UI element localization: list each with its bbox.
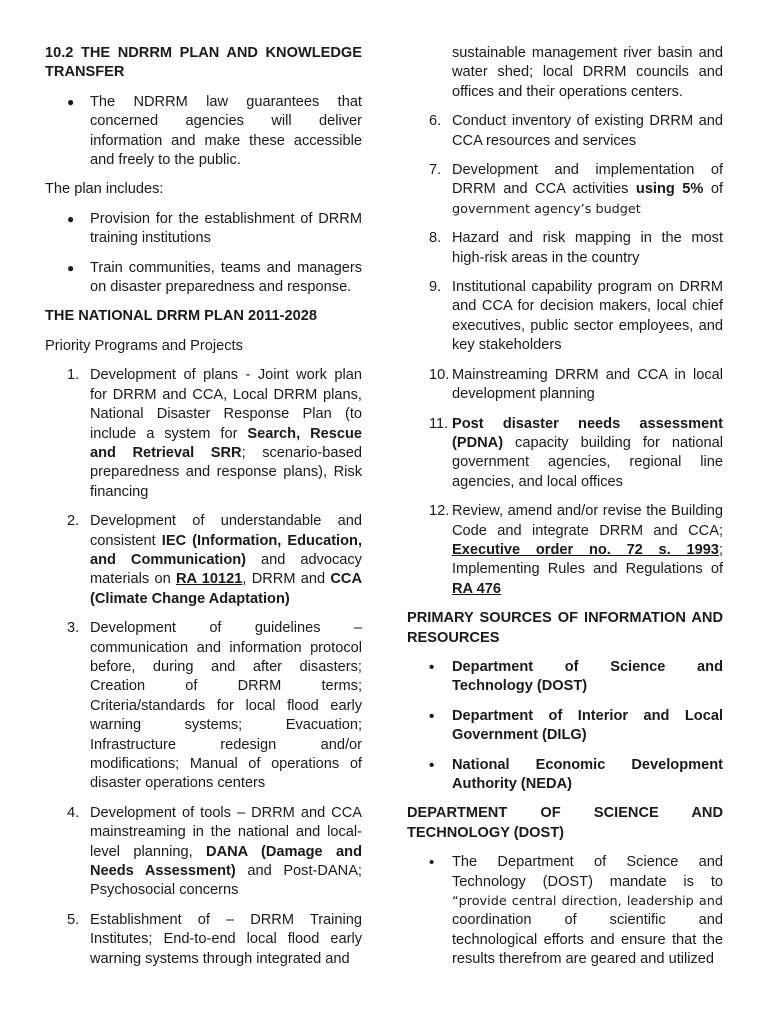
bullet-icon: • bbox=[429, 658, 435, 676]
numbered-item-9: 9. Institutional capability program on DRRM and CCA for decision makers, local chief executives, public sector employees, and key stakeholders bbox=[429, 279, 723, 354]
numbered-item-5-continued: sustainable management river basin and water shed; local DRRM councils and offices and their operations centers. bbox=[452, 45, 723, 100]
bullet-icon: • bbox=[429, 854, 435, 872]
source-item-dost: • Department of Science and Technology (DOST) bbox=[429, 658, 723, 695]
numbered-item-8: 8. Hazard and risk mapping in the most high-risk areas in the country bbox=[429, 230, 723, 266]
bullet-dot-icon: ● bbox=[67, 94, 75, 109]
left-column bbox=[45, 44, 362, 979]
numbered-item-1: 1. Development of plans - Joint work plan for DRRM and CCA, Local DRRM plans, National Disaster Response Plan (to include a system for Search, Rescue and Retrieval SRR; scenario-based preparedness and response plans), Risk financing bbox=[67, 367, 362, 500]
section-heading-dost: DEPARTMENT OF SCIENCE AND TECHNOLOGY (DOST) bbox=[407, 805, 723, 841]
bullet-dot-icon: ● bbox=[67, 211, 75, 226]
dost-mandate-bullet: • The Department of Science and Technology (DOST) mandate is to “provide central direction, leadership and coordination of scientific and technological efforts and ensure that the results therefrom are geared and utilized bbox=[429, 854, 723, 968]
numbered-item-11: 11. Post disaster needs assessment (PDNA) capacity building for national government agencies, regional line agencies, and local offices bbox=[429, 415, 723, 490]
bullet-icon: • bbox=[429, 707, 435, 725]
right-column bbox=[407, 44, 723, 980]
numbered-item-7: 7. Development and implementation of DRRM and CCA activities using 5% of government agency’s budget bbox=[429, 162, 723, 217]
numbered-item-10: 10. Mainstreaming DRRM and CCA in local development planning bbox=[429, 366, 723, 403]
priority-programs-label: Priority Programs and Projects bbox=[45, 337, 243, 354]
bullet-item: ● The NDRRM law guarantees that concerned agencies will deliver information and make these accessible and freely to the public. bbox=[67, 93, 362, 169]
numbered-item-5: 5. Establishment of – DRRM Training Institutes; End-to-end local flood early warning systems through integrated and bbox=[67, 911, 362, 967]
numbered-item-6: 6. Conduct inventory of existing DRRM and CCA resources and services bbox=[429, 113, 723, 149]
bullet-icon: • bbox=[429, 756, 435, 774]
numbered-item-12: 12. Review, amend and/or revise the Building Code and integrate DRRM and CCA; Executive order no. 72 s. 1993; Implementing Rules and Regulations of RA 476 bbox=[429, 503, 723, 597]
plan-includes-text: The plan includes: bbox=[45, 181, 164, 198]
numbered-item-2: 2. Development of understandable and consistent IEC (Information, Education, and Communication) and advocacy materials on RA 10121, DRRM and CCA (Climate Change Adaptation) bbox=[67, 513, 362, 607]
section-heading-ndrrm-plan: 10.2 THE NDRRM PLAN AND KNOWLEDGE TRANSFER bbox=[45, 45, 362, 81]
section-heading-primary-sources: PRIMARY SOURCES OF INFORMATION AND RESOURCES bbox=[407, 610, 723, 646]
bullet-item: ● Train communities, teams and managers on disaster preparedness and response. bbox=[67, 259, 362, 296]
numbered-item-4: 4. Development of tools – DRRM and CCA mainstreaming in the national and local-level planning, DANA (Damage and Needs Assessment) and Post-DANA; Psychosocial concerns bbox=[67, 804, 362, 899]
section-heading-national-plan: THE NATIONAL DRRM PLAN 2011-2028 bbox=[45, 308, 317, 325]
source-item-neda: • National Economic Development Authority (NEDA) bbox=[429, 756, 723, 792]
bullet-item: ● Provision for the establishment of DRRM training institutions bbox=[67, 210, 362, 247]
numbered-item-3: 3. Development of guidelines – communication and information protocol before, during and after disasters; Creation of DRRM terms; Criteria/standards for local flood early warning systems; Evacuation; Infrastructure redesign and/or modifications; Manual of operations of disaster operations centers bbox=[67, 620, 362, 792]
bullet-dot-icon: ● bbox=[67, 260, 75, 275]
source-item-dilg: • Department of Interior and Local Government (DILG) bbox=[429, 707, 723, 744]
